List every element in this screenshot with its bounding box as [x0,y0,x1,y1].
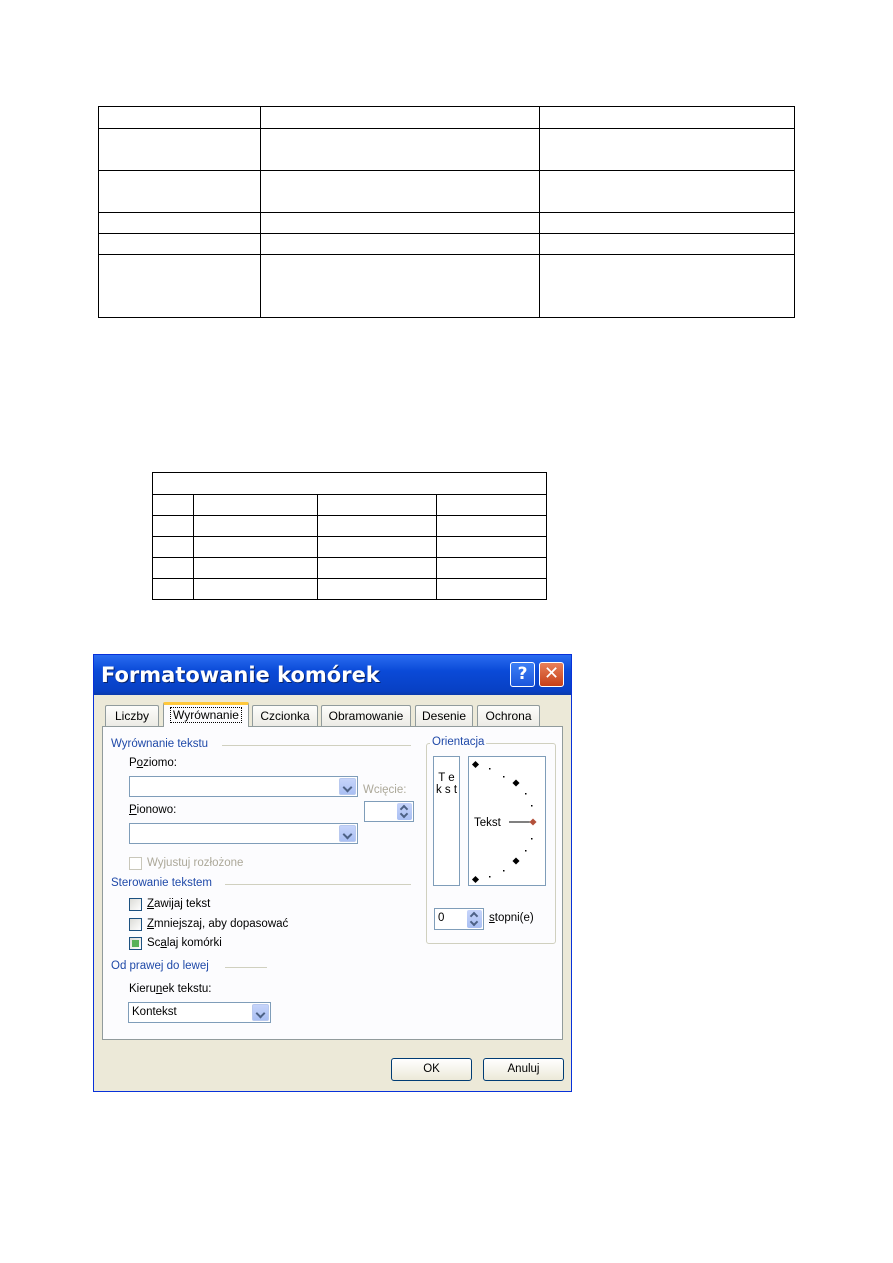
label-accel: P [129,804,137,816]
table-cell [99,213,261,234]
dial-text: Tekst [474,817,501,829]
table-cell [261,213,540,234]
table-cell [153,516,194,537]
text-direction-label [129,983,211,995]
label-part: ek tekstu: [162,983,212,995]
dial-dot [503,776,505,778]
horizontal-select[interactable] [129,776,358,797]
cancel-button[interactable] [483,1058,564,1081]
table-header-cell [153,473,547,495]
label-accel: s [489,912,495,924]
table-cell [318,516,437,537]
table-cell [261,171,540,213]
table-cell [194,579,318,600]
label-accel: Z [147,918,155,930]
tab-desenie[interactable] [415,705,473,726]
close-icon: ✕ [543,663,560,684]
table-cell [437,579,547,600]
label-part: ionowo: [136,804,177,816]
shrink-to-fit-checkbox[interactable] [129,918,142,931]
alignment-tab-panel [102,726,563,1040]
table-cell [153,537,194,558]
text-alignment-group-label: Wyrównanie tekstu [111,738,209,750]
label-part: ziomo: [143,757,177,769]
close-button[interactable] [539,662,564,687]
help-button[interactable] [510,662,535,687]
justify-distributed-checkbox[interactable] [129,857,142,870]
rtl-group-label: Od prawej do lewej [111,960,209,972]
tab-liczby[interactable] [105,705,159,726]
wrap-text-checkbox[interactable] [129,898,142,911]
table-cell [194,558,318,579]
table-cell [153,579,194,600]
table-cell [437,516,547,537]
dial-handle [529,818,536,825]
label-part: P [129,757,137,769]
ok-button[interactable] [391,1058,472,1081]
button-label: OK [423,1063,440,1075]
table-cell [318,495,437,516]
merge-cells-label [147,937,222,949]
label-part: Sc [147,937,161,949]
chevron-down-icon[interactable] [339,778,356,795]
wrap-text-label [147,898,210,910]
table-cell [194,495,318,516]
table-cell [318,537,437,558]
dial-marker [512,857,519,864]
table-cell [540,234,795,255]
dial-dot [531,805,533,807]
format-cells-dialog [93,654,572,1092]
indent-label: Wcięcie: [363,784,407,796]
help-icon: ? [517,664,528,684]
chevron-down-icon[interactable] [339,825,356,842]
table-cell [318,558,437,579]
group-separator [225,884,411,885]
document-table-1 [98,106,795,318]
table-cell [194,537,318,558]
text-control-group-label: Sterowanie tekstem [111,877,212,889]
tab-czcionka[interactable] [252,705,318,726]
table-cell [99,129,261,171]
label-accel: a [160,937,167,949]
table-cell [540,255,795,318]
label-part: topni(e) [494,912,534,924]
shrink-to-fit-label [147,918,288,930]
label-part: Kieru [129,983,156,995]
text-direction-select[interactable] [128,1002,271,1023]
merge-cells-checkbox[interactable] [129,937,142,950]
text-direction-value: Kontekst [132,1006,177,1018]
spinner-arrows-icon[interactable] [467,910,482,928]
table-cell [540,213,795,234]
dial-marker [472,761,479,768]
table-cell [194,516,318,537]
table-cell [540,129,795,171]
table-cell [99,234,261,255]
orientation-dial[interactable] [468,756,546,886]
label-part: mniejszaj, aby dopasować [154,918,289,930]
dialog-title: Formatowanie komórek [101,663,380,687]
vertical-text: T e k s t [435,772,458,796]
table-cell [437,537,547,558]
dial-dot [531,838,533,840]
indent-spinner[interactable] [364,801,414,822]
table-cell [540,171,795,213]
vertical-label [129,804,176,816]
dial-marker [512,779,519,786]
tab-label: Desenie [421,709,467,723]
table-cell [261,255,540,318]
table-cell [261,107,540,129]
table-cell [540,107,795,129]
tab-label: Obramowanie [328,709,404,723]
dial-dot [489,768,491,770]
dial-marker [472,876,479,883]
table-cell [437,495,547,516]
tab-wyrownanie[interactable] [163,702,249,727]
label-part: awijaj tekst [154,898,211,910]
label-accel: Z [147,898,155,910]
dial-dot [525,850,527,852]
tab-label: Wyrównanie [170,707,242,723]
dial-dot [503,870,505,872]
table-cell [99,171,261,213]
dial-dot [525,793,527,795]
horizontal-label [129,757,177,769]
group-separator [225,967,267,968]
vertical-select[interactable] [129,823,358,844]
table-cell [153,495,194,516]
table-cell [437,558,547,579]
table-cell [261,129,540,171]
title-bar[interactable] [94,655,571,695]
tab-label: Czcionka [260,709,310,723]
spinner-arrows-icon[interactable] [397,803,412,820]
table-cell [261,234,540,255]
tab-obramowanie[interactable] [321,705,411,726]
label-accel: o [136,757,144,769]
degrees-label [489,912,534,924]
orientation-group-label: Orientacja [432,736,485,748]
degrees-value: 0 [438,912,445,924]
dial-dot [489,876,491,878]
table-cell [99,255,261,318]
label-part: laj komórki [166,937,222,949]
degrees-spinner[interactable] [434,908,484,930]
justify-distributed-label: Wyjustuj rozłożone [147,857,244,869]
button-label: Anuluj [507,1063,540,1075]
group-separator [222,745,411,746]
table-cell [318,579,437,600]
table-cell [153,558,194,579]
document-table-2 [152,472,547,600]
tab-label: Ochrona [485,709,532,723]
chevron-down-icon[interactable] [252,1004,269,1021]
vertical-text-box[interactable] [433,756,460,886]
tab-ochrona[interactable] [477,705,540,726]
label-accel: n [155,983,163,995]
table-cell [99,107,261,129]
tab-label: Liczby [114,709,149,723]
